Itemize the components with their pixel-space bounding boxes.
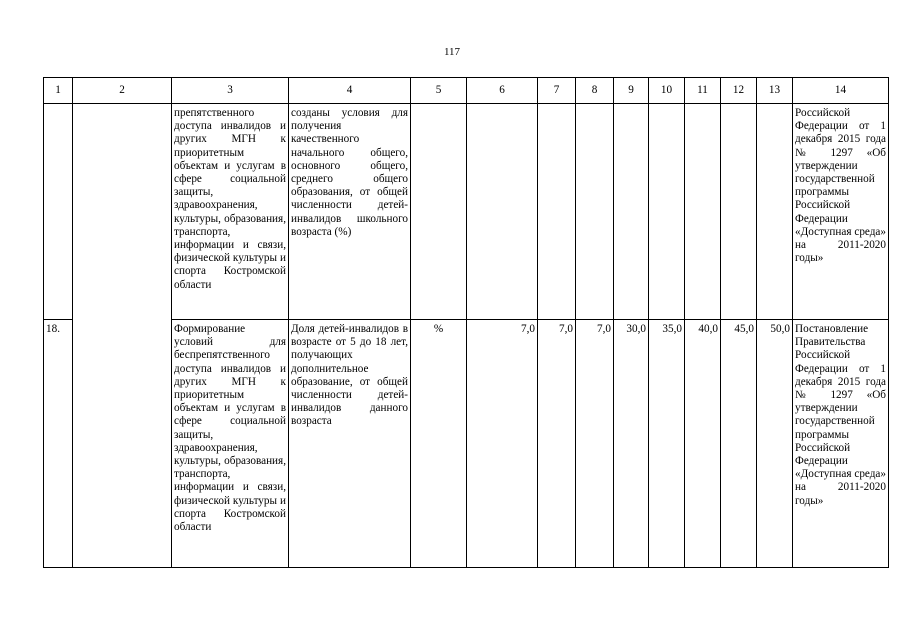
header-cell: 9 (614, 78, 649, 104)
header-cell: 8 (576, 78, 614, 104)
value-cell (721, 104, 757, 320)
header-row (44, 78, 889, 104)
header-cell: 5 (411, 78, 467, 104)
row-number-cell: 18. (44, 320, 73, 568)
table-row (44, 104, 889, 320)
value-cell: 7,0 (467, 320, 538, 568)
legal-basis-cell: Российской Федерации от 1 декабря 2015 года № 1297 «Об утверждении государственной программы Российской Федерации «Доступная среда» на 2011-2020 годы» (793, 104, 889, 320)
value-cell: 40,0 (685, 320, 721, 568)
header-cell: 12 (721, 78, 757, 104)
merged-empty-cell (73, 104, 172, 568)
unit-cell (411, 104, 467, 320)
event-description-cell: Формирование условий для беспрепятственного доступа инвалидов и других МГН к приоритетным объектам и услугам в сфере социальной защиты, здравоохранения, культуры, образования, транспорта, информации и связи, физической культуры и спорта Костромской области (172, 320, 289, 568)
header-cell: 11 (685, 78, 721, 104)
value-cell (649, 104, 685, 320)
value-cell (538, 104, 576, 320)
value-cell: 30,0 (614, 320, 649, 568)
value-cell: 7,0 (538, 320, 576, 568)
value-cell: 45,0 (721, 320, 757, 568)
program-indicators-table (43, 77, 889, 568)
page-number: 117 (443, 46, 461, 58)
value-cell (576, 104, 614, 320)
value-cell (757, 104, 793, 320)
header-cell: 1 (44, 78, 73, 104)
header-cell: 2 (73, 78, 172, 104)
value-cell: 7,0 (576, 320, 614, 568)
header-cell: 14 (793, 78, 889, 104)
value-cell (614, 104, 649, 320)
header-cell: 10 (649, 78, 685, 104)
unit-cell: % (411, 320, 467, 568)
value-cell: 50,0 (757, 320, 793, 568)
header-cell: 6 (467, 78, 538, 104)
header-cell: 7 (538, 78, 576, 104)
indicator-description-cell: созданы условия для получения качественного начального общего, основного общего, среднего общего образования, от общей численности детей-инвалидов школьного возраста (%) (289, 104, 411, 320)
legal-basis-cell: Постановление Правительства Российской Федерации от 1 декабря 2015 года № 1297 «Об утверждении государственной программы Российской Федерации «Доступная среда» на 2011-2020 годы» (793, 320, 889, 568)
header-cell: 4 (289, 78, 411, 104)
header-cell: 3 (172, 78, 289, 104)
header-cell: 13 (757, 78, 793, 104)
value-cell (685, 104, 721, 320)
event-description-cell: препятственного доступа инвалидов и других МГН к приоритетным объектам и услугам в сфере социальной защиты, здравоохранения, культуры, образования, транспорта, информации и связи, физической культуры и спорта Костромской области (172, 104, 289, 320)
value-cell (467, 104, 538, 320)
indicator-description-cell: Доля детей-инвалидов в возрасте от 5 до 18 лет, получающих дополнительное образование, от общей численности детей-инвалидов данного возраста (289, 320, 411, 568)
row-number-cell (44, 104, 73, 320)
value-cell: 35,0 (649, 320, 685, 568)
